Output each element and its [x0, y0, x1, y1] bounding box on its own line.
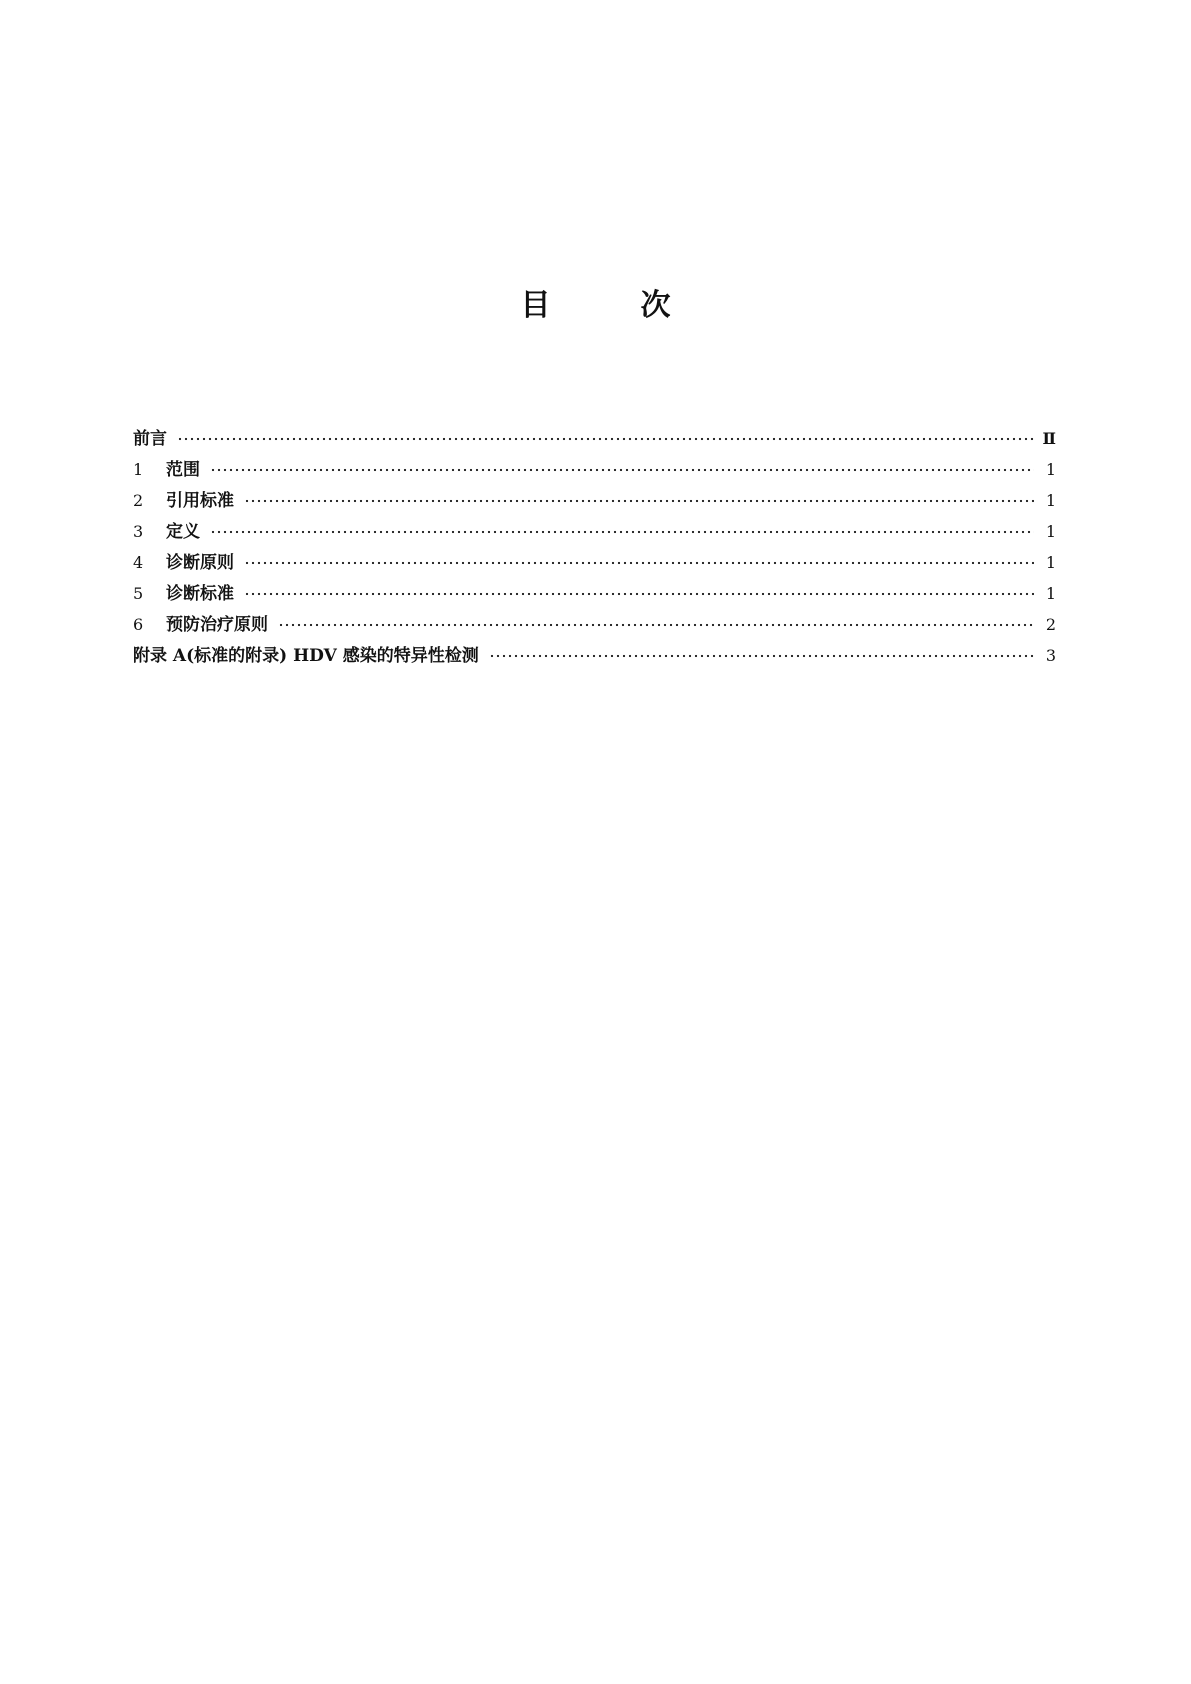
toc-leader-dots: [210, 466, 1034, 474]
toc-leader-dots: [489, 652, 1034, 660]
toc-entry-references[interactable]: [133, 485, 1056, 516]
toc-entry-page: 1: [1045, 584, 1056, 603]
table-of-contents: [133, 423, 1056, 671]
toc-leader-dots: [244, 559, 1034, 567]
toc-leader-dots: [278, 621, 1034, 629]
toc-entry-definitions[interactable]: [133, 516, 1056, 547]
toc-entry-foreword[interactable]: [133, 423, 1056, 454]
toc-entry-number: 1: [133, 460, 144, 479]
toc-leader-dots: [210, 528, 1034, 536]
title-char-right: 次: [640, 288, 671, 323]
toc-entry-number: 6: [133, 615, 144, 634]
toc-leader-dots: [244, 497, 1034, 505]
toc-entry-diagnosis-principles[interactable]: [133, 547, 1056, 578]
toc-entry-page: 1: [1045, 522, 1056, 541]
toc-entry-page: 2: [1045, 615, 1056, 634]
toc-entry-number: 3: [133, 522, 144, 541]
toc-entry-title: 定义: [166, 522, 200, 542]
toc-entry-title: 诊断原则: [166, 553, 234, 573]
toc-entry-prevention-treatment[interactable]: [133, 609, 1056, 640]
toc-entry-title: 前言: [133, 429, 167, 449]
toc-entry-title: 附录 A(标准的附录) HDV 感染的特异性检测: [133, 646, 479, 666]
toc-entry-diagnosis-criteria[interactable]: [133, 578, 1056, 609]
toc-entry-number: 2: [133, 491, 144, 510]
title-char-left: 目: [520, 288, 551, 323]
toc-entry-page: Ⅱ: [1042, 429, 1056, 448]
toc-entry-title: 诊断标准: [166, 584, 234, 604]
toc-leader-dots: [244, 590, 1034, 598]
toc-entry-page: 1: [1045, 491, 1056, 510]
page-title: [0, 288, 1191, 324]
toc-entry-page: 1: [1045, 553, 1056, 572]
toc-entry-page: 3: [1045, 646, 1056, 665]
toc-entry-scope[interactable]: [133, 454, 1056, 485]
toc-entry-page: 1: [1045, 460, 1056, 479]
toc-leader-dots: [177, 435, 1034, 443]
toc-entry-title: 预防治疗原则: [166, 615, 268, 635]
toc-entry-appendix-a[interactable]: [133, 640, 1056, 671]
toc-entry-title: 引用标准: [166, 491, 234, 511]
toc-entry-number: 4: [133, 553, 144, 572]
toc-entry-number: 5: [133, 584, 144, 603]
toc-entry-title: 范围: [166, 460, 200, 480]
